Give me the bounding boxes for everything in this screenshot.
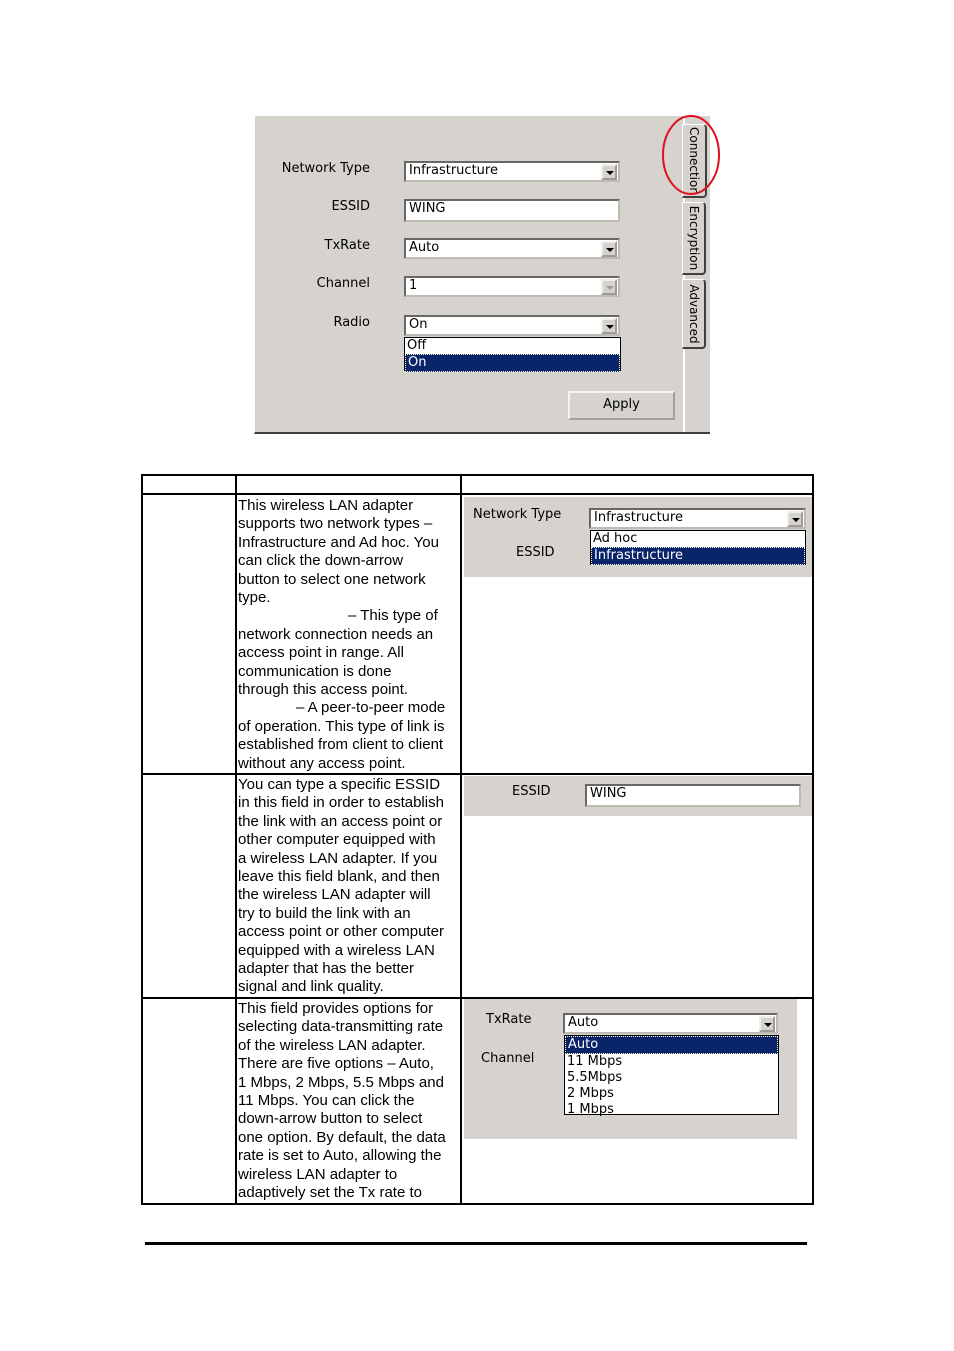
tab-encryption[interactable] [682, 202, 706, 275]
option-11-mbps[interactable]: 11 Mbps [567, 1054, 623, 1069]
network-type-screenshot [464, 497, 812, 577]
text-line: rate is set to Auto, allowing the [238, 1147, 442, 1165]
radio-label: Radio [333, 315, 370, 330]
text-line: 1 Mbps, 2 Mbps, 5.5 Mbps and [238, 1073, 444, 1091]
text-line: of the wireless LAN adapter. [238, 1036, 426, 1054]
chevron-down-icon[interactable] [601, 318, 617, 334]
channel-label: Channel [316, 276, 370, 291]
text-line: access point in range. All [238, 644, 404, 662]
column-divider [235, 474, 237, 1205]
essid-label: ESSID [516, 545, 555, 560]
network-type-select[interactable] [404, 161, 620, 182]
text-line: selecting data-transmitting rate [238, 1018, 444, 1036]
text-line: adapter that has the better [238, 960, 414, 978]
text-line: adaptively set the Tx rate to [238, 1184, 422, 1202]
text-line: other computer equipped with [238, 831, 436, 849]
network-type-value: Infrastructure [594, 510, 683, 525]
chevron-down-icon[interactable] [601, 241, 617, 257]
text-line: button to select one network [238, 570, 426, 588]
essid-input[interactable]: WING [404, 199, 620, 222]
text-line: access point or other computer [238, 923, 444, 941]
txrate-options-list[interactable] [564, 1035, 779, 1115]
network-type-options-list[interactable] [590, 530, 806, 565]
radio-option-on[interactable]: On [405, 354, 620, 372]
connection-settings-panel [254, 115, 710, 434]
text-line: communication is done [238, 662, 392, 680]
network-type-label: Network Type [281, 161, 370, 176]
text-line: of operation. This type of link is [238, 717, 445, 735]
radio-options-list[interactable] [404, 337, 621, 371]
text-line: There are five options – Auto, [238, 1055, 434, 1073]
text-line: This wireless LAN adapter [238, 497, 414, 514]
text-line: equipped with a wireless LAN [238, 941, 435, 959]
option-infrastructure[interactable]: Infrastructure [591, 547, 805, 565]
apply-button[interactable]: Apply [568, 391, 675, 420]
text-line: – A peer-to-peer mode [296, 699, 446, 717]
text-line: leave this field blank, and then [238, 868, 440, 886]
txrate-select[interactable] [404, 238, 620, 259]
channel-value: 1 [409, 278, 418, 293]
essid-label: ESSID [331, 199, 370, 214]
row2-description [238, 776, 460, 997]
text-line: supports two network types – [238, 515, 433, 533]
column-divider [460, 474, 462, 1205]
radio-select[interactable] [404, 315, 620, 336]
radio-option-off[interactable]: Off [407, 338, 427, 353]
text-line: the link with an access point or [238, 812, 443, 830]
text-line: signal and link quality. [238, 978, 384, 996]
option-ad-hoc[interactable]: Ad hoc [593, 531, 638, 546]
option-auto[interactable]: Auto [565, 1036, 778, 1054]
text-line: network connection needs an [238, 625, 434, 643]
text-line: the wireless LAN adapter will [238, 886, 431, 904]
highlight-circle [661, 113, 725, 199]
text-line: – This type of [348, 607, 438, 625]
essid-screenshot [464, 776, 812, 816]
tab-advanced-label: Advanced [686, 283, 701, 344]
radio-value: On [409, 317, 428, 332]
text-line: You can type a specific ESSID [238, 776, 441, 793]
txrate-label: TxRate [324, 238, 370, 253]
network-type-select[interactable] [589, 508, 806, 529]
option-2-mbps[interactable]: 2 Mbps [567, 1086, 614, 1101]
tab-advanced[interactable] [682, 279, 706, 349]
text-line: This field provides options for [238, 1000, 434, 1017]
row3-description [238, 1000, 460, 1202]
option-5-5-mbps[interactable]: 5.5Mbps [567, 1070, 623, 1085]
text-line: Infrastructure and Ad hoc. You [238, 533, 439, 551]
header-divider [141, 493, 814, 495]
text-line: in this field in order to establish [238, 794, 444, 812]
channel-select[interactable] [404, 276, 620, 297]
text-line: down-arrow button to select [238, 1110, 423, 1128]
tab-connection-label: Connection [687, 126, 701, 195]
row-divider [141, 773, 814, 775]
text-line: established from client to client [238, 736, 444, 754]
essid-input[interactable]: WING [585, 784, 801, 807]
text-line: type. [238, 589, 271, 607]
essid-label: ESSID [512, 784, 551, 799]
chevron-down-icon[interactable] [601, 279, 617, 295]
network-type-value: Infrastructure [409, 163, 498, 178]
chevron-down-icon[interactable] [787, 511, 803, 527]
txrate-screenshot [464, 999, 797, 1139]
text-line: wireless LAN adapter to [238, 1165, 398, 1183]
txrate-value: Auto [568, 1015, 599, 1030]
tab-encryption-label: Encryption [686, 205, 701, 271]
txrate-label: TxRate [486, 1012, 532, 1027]
text-line: try to build the link with an [238, 904, 411, 922]
text-line: without any access point. [238, 754, 406, 772]
txrate-value: Auto [409, 240, 440, 255]
chevron-down-icon[interactable] [759, 1016, 775, 1032]
option-1-mbps[interactable]: 1 Mbps [567, 1102, 614, 1117]
row1-description [238, 497, 460, 773]
chevron-down-icon[interactable] [601, 164, 617, 180]
network-type-label: Network Type [473, 507, 562, 522]
text-line: one option. By default, the data [238, 1128, 446, 1146]
text-line: can click the down-arrow [238, 552, 404, 570]
text-line: a wireless LAN adapter. If you [238, 849, 438, 867]
footer-rule [145, 1242, 807, 1245]
channel-label: Channel [481, 1051, 535, 1066]
text-line: 11 Mbps. You can click the [238, 1092, 415, 1110]
txrate-select[interactable] [563, 1013, 778, 1034]
text-line: through this access point. [238, 681, 409, 699]
